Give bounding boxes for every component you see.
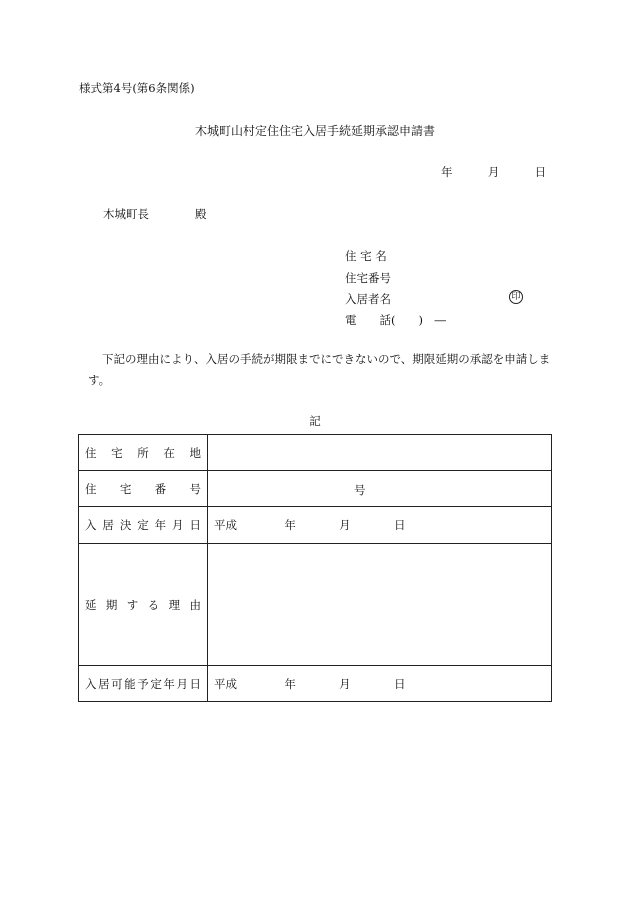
table-label bbox=[79, 544, 208, 666]
label-char: 年 bbox=[163, 676, 175, 691]
form-number: 様式第4号(第6条関係) bbox=[79, 81, 195, 95]
label-spread bbox=[85, 517, 201, 533]
label-char: 日 bbox=[189, 676, 201, 691]
label-char: 能 bbox=[124, 676, 136, 691]
label-char: 在 bbox=[163, 445, 175, 460]
label-char: 宅 bbox=[119, 481, 132, 496]
date-day: 日 bbox=[534, 165, 547, 179]
label-spread bbox=[85, 676, 201, 692]
label-char: 住 bbox=[85, 481, 97, 496]
ki-heading: 記 bbox=[309, 414, 321, 428]
label-char: 日 bbox=[189, 518, 201, 532]
table-label bbox=[79, 666, 208, 702]
label-char: 理 bbox=[168, 597, 181, 612]
seal-mark: 印 bbox=[509, 290, 523, 304]
label-char: 居 bbox=[98, 676, 110, 691]
year-mark: 年 bbox=[284, 676, 296, 691]
label-spread bbox=[85, 445, 201, 461]
table-row bbox=[79, 666, 552, 702]
month-mark: 月 bbox=[339, 676, 351, 691]
label-char: 由 bbox=[189, 597, 201, 612]
day-mark: 日 bbox=[393, 676, 406, 691]
label-char: 入 bbox=[85, 676, 97, 691]
table-row bbox=[79, 435, 552, 471]
label-spread bbox=[85, 597, 201, 613]
label-char: 年 bbox=[154, 518, 167, 532]
month-mark: 月 bbox=[339, 518, 351, 532]
label-spread bbox=[85, 481, 201, 497]
request-statement: 下記の理由により、入居の手続が期限までにできないので、期限延期の承認を申請します。 bbox=[88, 352, 551, 387]
label-char: 定 bbox=[137, 518, 149, 532]
date-year: 年 bbox=[441, 165, 453, 179]
year-mark: 年 bbox=[284, 518, 296, 532]
label-char: 期 bbox=[105, 597, 118, 612]
label-char: 地 bbox=[189, 445, 201, 460]
label-char: 延 bbox=[85, 597, 97, 612]
housing-number-label: 住宅番号 bbox=[345, 271, 391, 285]
table-label bbox=[79, 507, 208, 544]
table-row bbox=[79, 471, 552, 507]
label-char: 可 bbox=[111, 676, 123, 691]
addressee bbox=[103, 206, 207, 222]
decision-date-value bbox=[208, 507, 552, 544]
label-char: 定 bbox=[150, 676, 162, 691]
resident-name-label: 入居者名 bbox=[345, 292, 391, 306]
housing-name-label: 住 宅 名 bbox=[345, 249, 387, 263]
location-value bbox=[208, 435, 552, 471]
reason-value bbox=[208, 544, 552, 666]
table-row bbox=[79, 544, 552, 666]
table-label bbox=[79, 435, 208, 471]
day-mark: 日 bbox=[393, 518, 406, 532]
label-char: る bbox=[147, 597, 160, 612]
addressee-honorific: 殿 bbox=[195, 207, 207, 221]
number-suffix: 号 bbox=[354, 483, 366, 497]
table-row bbox=[79, 507, 552, 544]
document-title: 木城町山村定住住宅入居手続延期承認申請書 bbox=[194, 124, 435, 138]
label-char: 入 bbox=[85, 518, 97, 532]
expected-date-value bbox=[208, 666, 552, 702]
label-char: 居 bbox=[102, 518, 114, 532]
label-char: 所 bbox=[137, 445, 149, 460]
label-char: 番 bbox=[154, 481, 167, 496]
label-char: 号 bbox=[189, 481, 201, 496]
label-char: 月 bbox=[172, 518, 184, 532]
era: 平成 bbox=[214, 518, 237, 532]
era: 平成 bbox=[214, 676, 237, 691]
label-char: 月 bbox=[176, 676, 188, 691]
label-char: 住 bbox=[85, 445, 97, 460]
label-char: す bbox=[126, 597, 139, 612]
label-char: 決 bbox=[119, 518, 132, 532]
date-month: 月 bbox=[487, 165, 500, 179]
details-table bbox=[78, 434, 552, 702]
addressee-name: 木城町長 bbox=[103, 207, 149, 221]
label-char: 宅 bbox=[111, 445, 123, 460]
table-label bbox=[79, 471, 208, 507]
housing-number-value bbox=[208, 471, 552, 507]
phone-label: 電 話( ) ― bbox=[345, 313, 446, 327]
label-char: 予 bbox=[137, 676, 149, 691]
date-line bbox=[441, 164, 546, 180]
